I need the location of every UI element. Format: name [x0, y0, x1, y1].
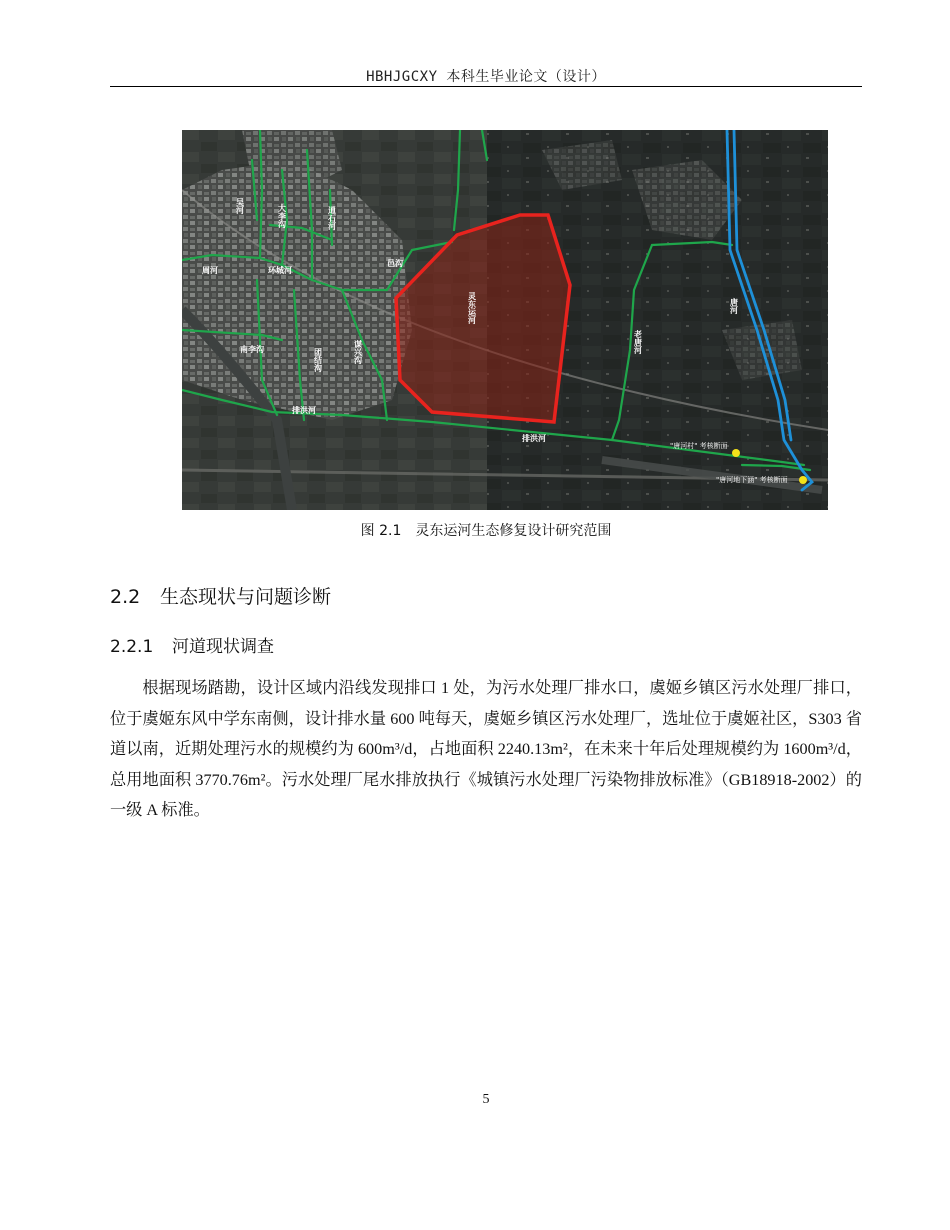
- section-number: 2.2: [110, 586, 141, 608]
- label-pai-hong-he-west: 排洪河: [292, 406, 316, 415]
- label-pai-hong-he-east: 排洪河: [522, 434, 546, 443]
- figure-title: 灵东运河生态修复设计研究范围: [415, 523, 612, 539]
- label-zhou-he: 周河: [202, 266, 218, 275]
- label-huan-cheng-he: 环城河: [268, 266, 292, 275]
- label-tuan-jie-gou: 团结沟: [313, 348, 323, 372]
- figure-number: 图 2.1: [360, 523, 402, 539]
- section-heading: [110, 582, 331, 609]
- label-mou-he: 谋兴沟: [353, 340, 363, 364]
- body-paragraph: 根据现场踏勘，设计区域内沿线发现排口 1 处，为污水处理厂排水口，虞姬乡镇区污水处理厂排口，位于虞姬东风中学东南侧，设计排水量 600 吨每天，虞姬乡镇区污水处理厂，选址位于虞姬社区，S303 省道以南，近期处理污水的规模约为 600m³/d，占地面积 2240.13m²，在未来十年后处理规模约为 1600m³/d，总用地面积 3770.76m²。污水处理厂尾水排放执行《城镇污水处理厂污染物排放标准》（GB18918-2002）的一级 A 标准。: [110, 679, 862, 820]
- label-ling-dong-yun-he: 灵东运河: [467, 292, 477, 324]
- label-station-tanghecun: "唐河村" 考核断面: [670, 442, 728, 450]
- study-area-map: [182, 130, 828, 510]
- header-rule: [110, 86, 862, 87]
- subsection-heading: [110, 632, 274, 657]
- label-wu-he: 吴河: [235, 198, 245, 214]
- label-ge-gou: 邑沟: [387, 259, 403, 268]
- label-lao-tang-he: 老唐河: [633, 330, 643, 354]
- subsection-number: 2.2.1: [110, 637, 154, 657]
- monitoring-point-tanghecun: [732, 449, 740, 457]
- label-station-tanghe-culvert: "唐河地下涵" 考核断面: [716, 476, 788, 484]
- label-da-li-gou: 大李沟: [277, 204, 287, 228]
- label-xiao-shi-he: 逍石河: [327, 206, 337, 230]
- label-tang-he: 唐河: [729, 298, 739, 314]
- subsection-title: 河道现状调查: [172, 637, 274, 657]
- label-nan-li-gou: 南李沟: [240, 345, 264, 354]
- running-header: HBHJGCXY 本科生毕业论文（设计）: [366, 69, 606, 85]
- figure-caption: [110, 520, 862, 540]
- section-title: 生态现状与问题诊断: [160, 586, 332, 608]
- monitoring-point-tanghe-culvert: [799, 476, 807, 484]
- page-number: 5: [482, 1092, 490, 1107]
